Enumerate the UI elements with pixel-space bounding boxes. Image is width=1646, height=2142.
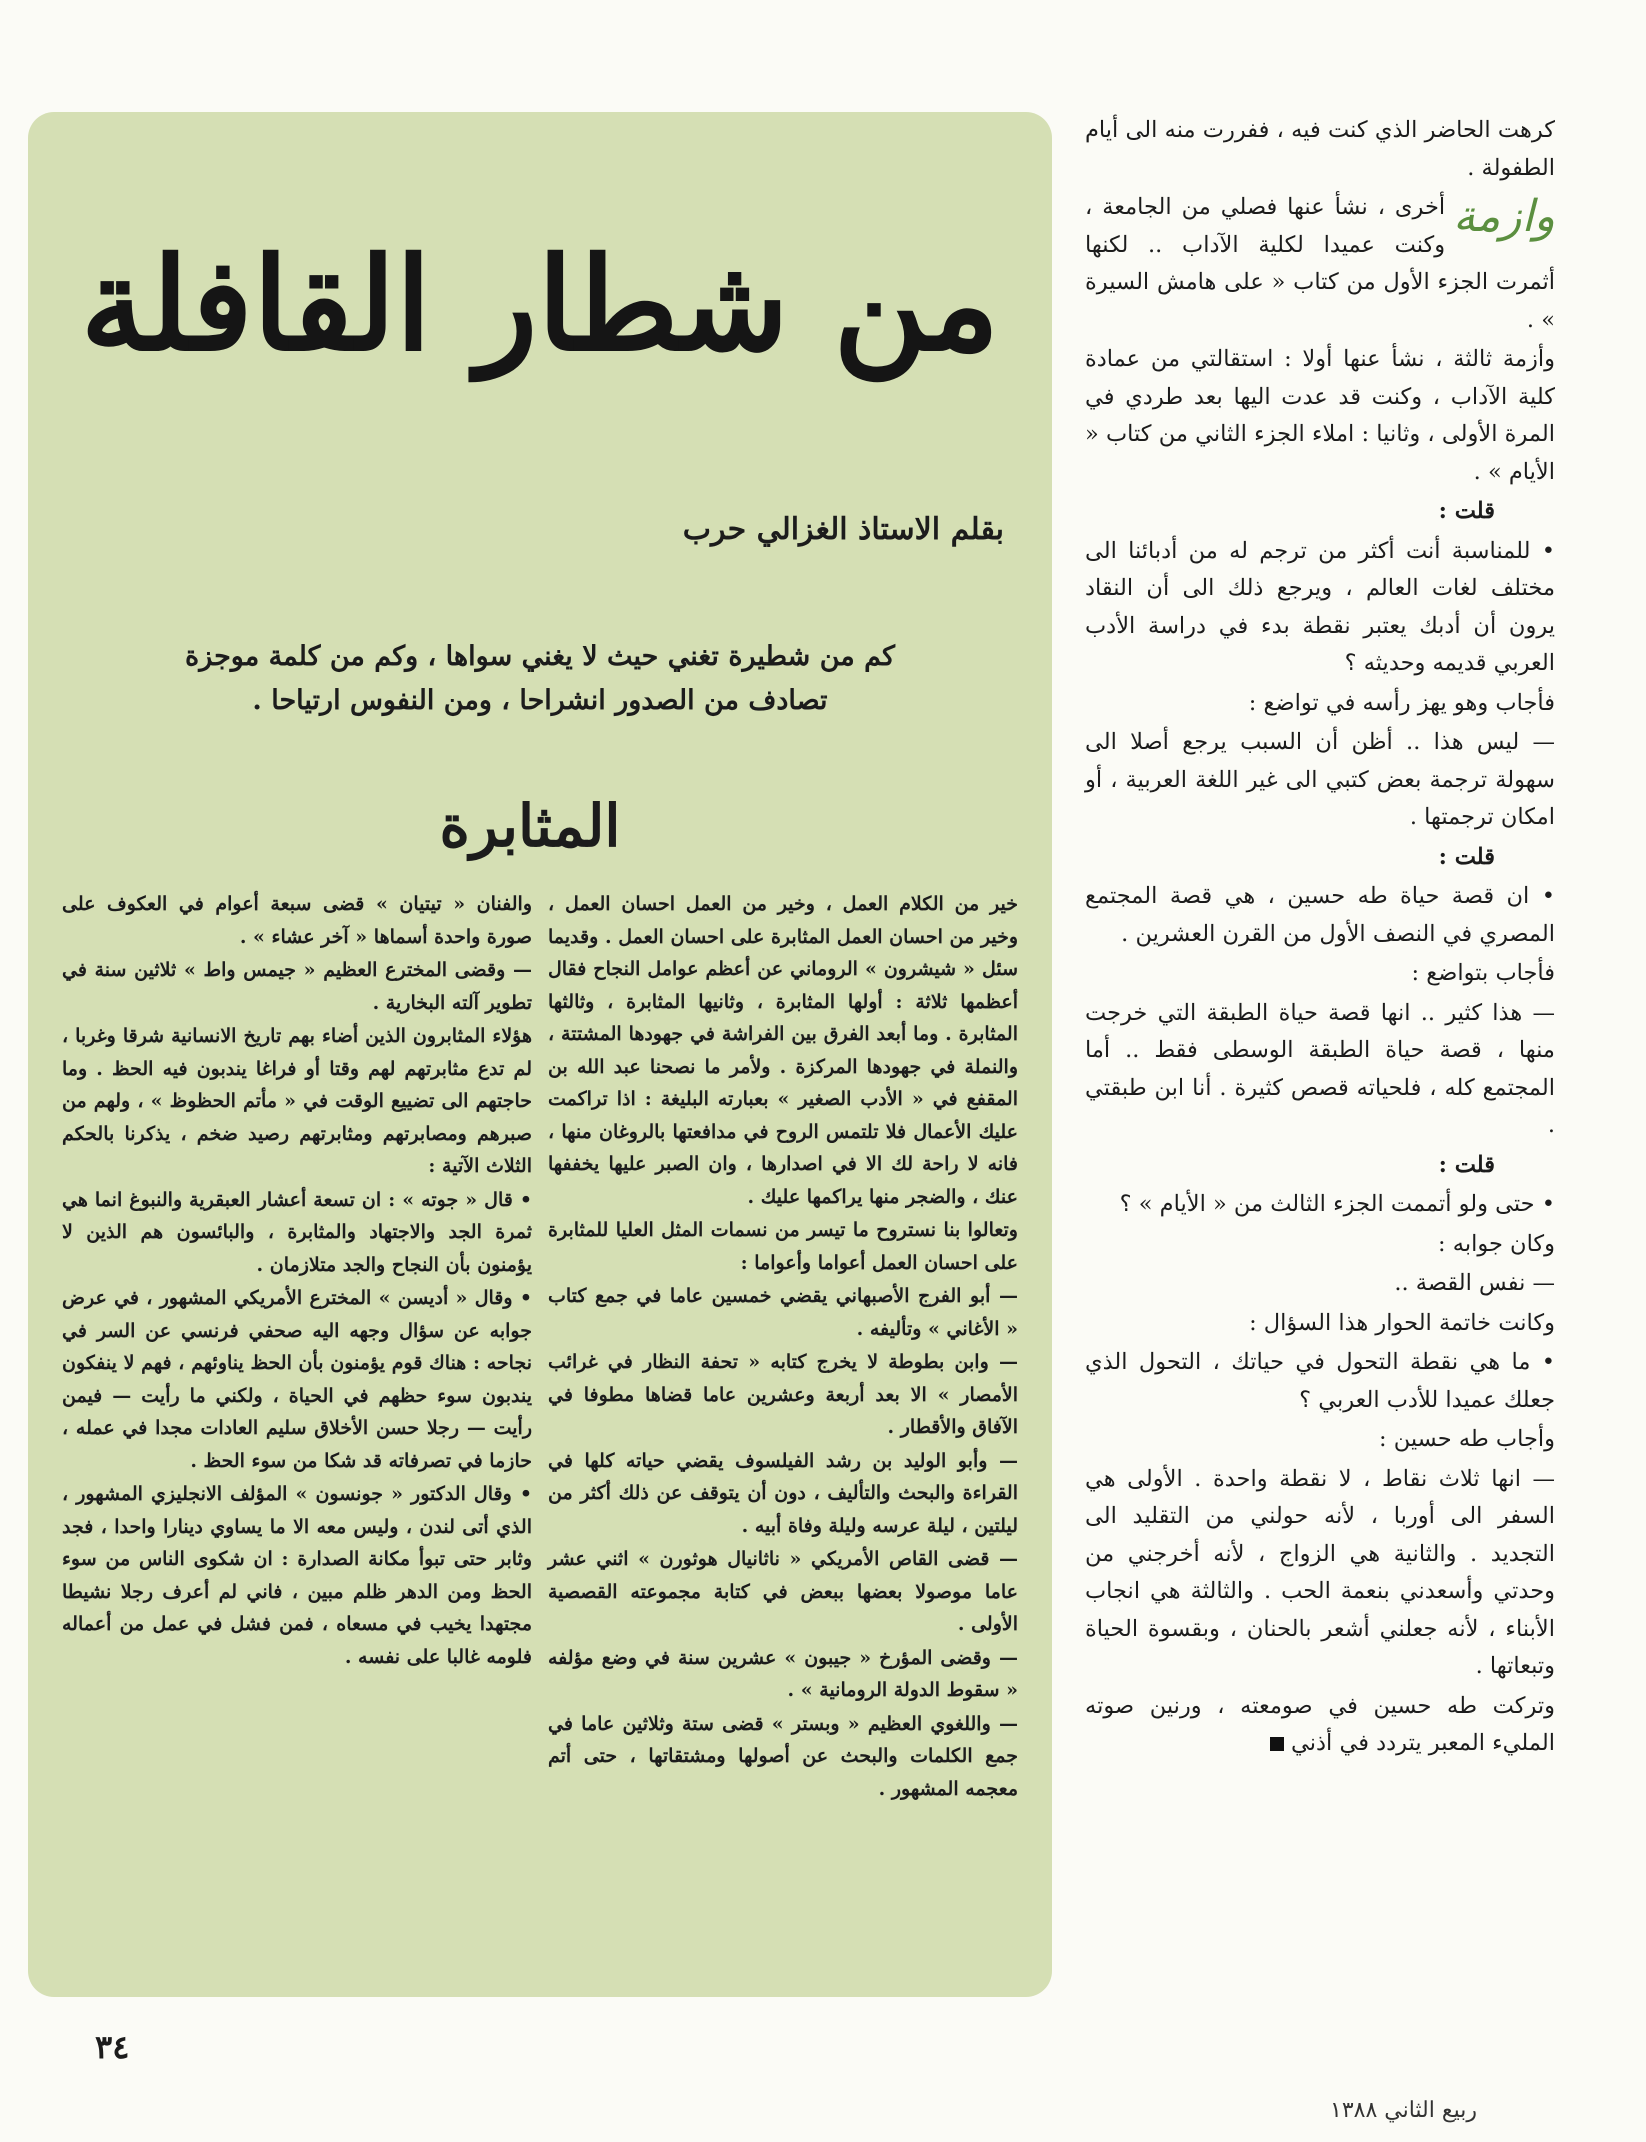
article-column-left (62, 888, 532, 1674)
article-byline: بقلم الاستاذ الغزالي حرب (682, 512, 1004, 547)
right-paragraph: وكانت خاتمة الحوار هذا السؤال : (1249, 1309, 1555, 1336)
right-paragraph: قلت : (1438, 843, 1495, 870)
crisis-word-block (1085, 189, 1555, 339)
right-paragraph: أخرى ، نشأ عنها فصلي من الجامعة ، وكنت عميدا لكلية الآداب .. لكنها أثمرت الجزء الأول من كتاب « على هامش السيرة » . (1085, 194, 1555, 333)
section-heading: المثابرة (439, 792, 621, 860)
right-paragraph: — ليس هذا .. أظن أن السبب يرجع أصلا الى سهولة ترجمة بعض كتبي الى غير اللغة العربية ، أو امكان ترجمتها . (1085, 729, 1555, 830)
right-paragraph-last (1085, 1688, 1555, 1763)
issue-date: ربيع الثاني ١٣٨٨ (1330, 2098, 1477, 2123)
right-paragraph: • ما هي نقطة التحول في حياتك ، التحول الذي جعلك عميدا للأدب العربي ؟ (1085, 1349, 1555, 1413)
column-paragraph: • وقال « أديسن » المخترع الأمريكي المشهور ، في عرض جوابه عن سؤال وجهه اليه صحفي فرنسي عن السر في نجاحه : هناك قوم يؤمنون بأن الحظ يناوئهم ، فهم لا ينفكون يندبون سوء حظهم في الحياة ، ولكني ما رأيت — فيمن رأيت — رجلا حسن الأخلاق سليم العادات مجدا في عمله ، حازما في تصرفاته قد شكا من سوء الحظ . (62, 1287, 532, 1472)
crisis-word: وازمة (1453, 191, 1555, 242)
right-paragraph: وأزمة ثالثة ، نشأ عنها أولا : استقالتي من عمادة كلية الآداب ، وكنت قد عدت اليها بعد طردي في المرة الأولى ، وثانيا : املاء الجزء الثاني من كتاب « الأيام » . (1085, 346, 1555, 485)
right-paragraph: فأجاب بتواضع : (1411, 960, 1555, 986)
column-paragraph: • وقال الدكتور « جونسون » المؤلف الانجليزي المشهور ، الذي أتى لندن ، وليس معه الا ما يساوي دينارا واحدا ، فجد وثابر حتى تبوأ مكانة الصدارة : ان شكوى الناس من سوء الحظ ومن الدهر ظلم مبين ، فاني لم أعرف رجلا نشيطا مجتهدا يخيب في مسعاه ، فمن فشل في عمل من أعماله فلومه غالبا على نفسه . (62, 1483, 532, 1668)
column-paragraph: — وقضى المخترع العظيم « جيمس واط » ثلاثين سنة في تطوير آلته البخارية . (62, 959, 532, 1014)
right-paragraph: • ان قصة حياة طه حسين ، هي قصة المجتمع المصري في النصف الأول من القرن العشرين . (1085, 883, 1556, 947)
column-paragraph: هؤلاء المثابرون الذين أضاء بهم تاريخ الانسانية شرقا وغربا ، لم تدع مثابرتهم لهم وقتا أو فراغا يندبون فيه الحظ . وما حاجتهم الى تضييع الوقت في « مأتم الحظوظ » ، ولهم من صبرهم ومصابرتهم ومثابرتهم رصيد ضخم ، يذكرنا بالحكم الثلاث الآتية : (62, 1025, 532, 1177)
column-paragraph: — وابن بطوطة لا يخرج كتابه « تحفة النظار في غرائب الأمصار » الا بعد أربعة وعشرين عاما قضاها مطوفا في الآفاق والأقطار . (548, 1351, 1018, 1438)
column-paragraph: خير من الكلام العمل ، وخير من العمل احسان العمل ، وخير من احسان العمل المثابرة على احسان العمل . وقديما سئل « شيشرون » الروماني عن أعظم عوامل النجاح فقال أعظمها ثلاثة : أولها المثابرة ، وثانيها المثابرة ، وثالثها المثابرة . وما أبعد الفرق بين الفراشة في جهودها المشتتة ، والنملة في جهودها المركزة . ولأمر ما نصحنا عبد الله بن المقفع في « الأدب الصغير » بعبارته البليغة : اذا تراكمت عليك الأعمال فلا تلتمس الروح في مدافعتها بالروغان منها ، فانه لا راحة لك الا في اصدارها ، وان الصبر عليها يخففها عنك ، والضجر منها يراكمها عليك . (548, 893, 1018, 1208)
right-paragraph: — نفس القصة .. (1394, 1270, 1555, 1296)
page-number: ٣٤ (95, 2028, 130, 2066)
right-paragraph: قلت : (1438, 498, 1495, 524)
right-paragraph: وأجاب طه حسين : (1379, 1426, 1555, 1452)
column-paragraph: • قال « جوته » : ان تسعة أعشار العبقرية والنبوغ انما هي ثمرة الجد والاجتهاد والمثابرة ، والبائسون هم الذين لا يؤمنون بأن النجاح والجد متلازمان . (62, 1188, 532, 1276)
column-paragraph: — وأبو الوليد بن رشد الفيلسوف يقضي حياته كلها في القراءة والبحث والتأليف ، دون أن يتوقف عن ذلك أكثر من ليلتين ، ليلة عرسه وليلة وفاة أبيه . (548, 1449, 1018, 1537)
right-paragraph: كرهت الحاضر الذي كنت فيه ، ففررت منه الى أيام الطفولة . (1085, 117, 1555, 181)
column-paragraph: والفنان « تيتيان » قضى سبعة أعوام في العكوف على صورة واحدة أسماها « آخر عشاء » . (62, 893, 532, 948)
article-intro: كم من شطيرة تغني حيث لا يغني سواها ، وكم من كلمة موجزة تصادف من الصدور انشراحا ، ومن النفوس ارتياحا . (185, 641, 895, 716)
end-square-icon (1270, 1737, 1284, 1751)
article-title: من شطار القافلة (80, 230, 1000, 380)
right-paragraph: — انها ثلاث نقاط ، لا نقطة واحدة . الأولى هي السفر الى أوربا ، لأنه حولني من التقليد الى التجديد . والثانية هي الزواج ، لأنه أخرجني من وحدتي وأسعدني بنعمة الحب . والثالثة هي انجاب الأبناء ، لأنه جعلني أشعر بالحنان ، وبقسوة الحياة وتبعاتها . (1085, 1465, 1555, 1679)
column-paragraph: وتعالوا بنا نستروح ما تيسر من نسمات المثل العليا للمثابرة على احسان العمل أعواما وأعواما : (548, 1219, 1018, 1274)
right-paragraph: فأجاب وهو يهز رأسه في تواضع : (1248, 689, 1555, 716)
right-paragraph: — هذا كثير .. انها قصة حياة الطبقة التي خرجت منها ، قصة حياة الطبقة الوسطى فقط .. أما المجتمع كله ، فلحياته قصص كثيرة . أنا ابن طبقتي . (1085, 999, 1555, 1138)
right-column (1085, 112, 1555, 1765)
column-paragraph: — قضى القاص الأمريكي « ناثانيال هوثورن » اثني عشر عاما موصولا بعضها ببعض في كتابة مجموعته القصصية الأولى . (548, 1548, 1018, 1635)
column-paragraph: — واللغوي العظيم « وبستر » قضى ستة وثلاثين عاما في جمع الكلمات والبحث عن أصولها ومشتقاتها ، حتى أتم معجمه المشهور . (548, 1712, 1018, 1800)
right-paragraph: • للمناسبة أنت أكثر من ترجم له من أدبائنا الى مختلف لغات العالم ، ويرجع ذلك الى أن النقاد يرون أن أدبك يعتبر نقطة بدء في دراسة الأدب العربي قديمه وحديثه ؟ (1085, 537, 1555, 676)
right-paragraph-text: وتركت طه حسين في صومعته ، ورنين صوته المليء المعبر يتردد في أذني (1085, 1692, 1555, 1756)
article-column-right (548, 888, 1018, 1806)
column-paragraph: — وقضى المؤرخ « جيبون » عشرين سنة في وضع مؤلفه « سقوط الدولة الرومانية » . (548, 1646, 1018, 1701)
right-paragraph: • حتى ولو أتممت الجزء الثالث من « الأيام » ؟ (1119, 1191, 1555, 1217)
right-paragraph: وكان جوابه : (1438, 1230, 1555, 1257)
column-paragraph: — أبو الفرج الأصبهاني يقضي خمسين عاما في جمع كتاب « الأغاني » وتأليفه . (548, 1285, 1018, 1340)
right-paragraph: قلت : (1438, 1151, 1495, 1178)
